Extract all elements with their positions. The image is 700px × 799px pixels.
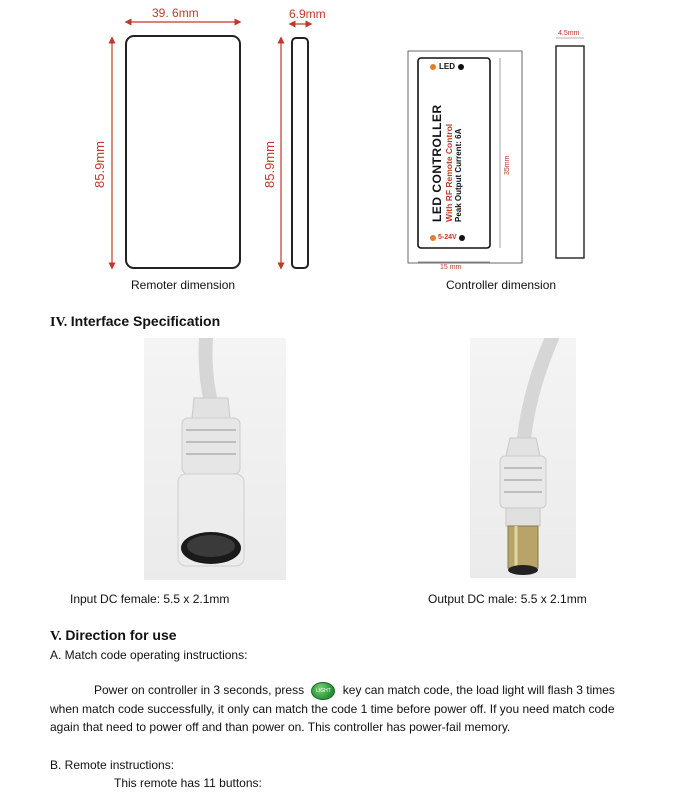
remote-button-count: This remote has 11 buttons: (114, 776, 262, 790)
remote-front-outline (126, 36, 240, 268)
dc-male-photo (470, 338, 576, 578)
controller-led-label: LED (439, 62, 455, 71)
controller-side-outline (556, 46, 584, 258)
minus-dot-icon (458, 64, 464, 70)
controller-subtitle: With RF Remote Control (444, 123, 454, 222)
para-before-button: Power on controller in 3 seconds, press (94, 683, 305, 697)
remote-side-outline (292, 38, 308, 268)
section-v-number: V. (50, 629, 62, 644)
dc-male-illustration (470, 338, 576, 578)
remote-width-label: 39. 6mm (152, 6, 199, 20)
controller-thickness-label: 4.5mm (558, 30, 580, 37)
led-dot-icon (430, 64, 436, 70)
controller-title-block (430, 104, 463, 222)
power-minus-dot-icon (459, 235, 465, 241)
dc-female-illustration (144, 338, 286, 580)
remote-caption: Remoter dimension (131, 278, 236, 292)
remote-thickness-label: 6.9mm (289, 7, 326, 21)
subheading-a: A. Match code operating instructions: (50, 648, 248, 662)
dc-female-photo (144, 338, 286, 580)
light-button-icon: LIGHT (311, 682, 335, 700)
dc-female-caption: Input DC female: 5.5 x 2.1mm (70, 592, 230, 606)
match-code-paragraph (50, 681, 662, 737)
controller-current: Peak Output Current: 6A (454, 128, 463, 222)
controller-title: LED CONTROLLER (430, 104, 444, 222)
controller-power-label: 5-24V (438, 234, 457, 241)
controller-height-label: 35mm (504, 155, 511, 175)
section-iv-title: Interface Specification (70, 313, 221, 329)
subheading-b: B. Remote instructions: (50, 758, 175, 772)
controller-power-marker (430, 234, 465, 241)
controller-width-label: 15 mm (440, 264, 462, 271)
para-after-button: key can match code, the load light will flash 3 times (342, 683, 615, 697)
section-v-title: Direction for use (65, 627, 177, 643)
paragraph-line-2: when match code successfully, it only can match the code 1 time before power off. If you need match code (50, 701, 615, 716)
paragraph-line-3: again that need to power off and than power on. This controller has power-fail memory. (50, 720, 511, 735)
section-iv-number: IV. (50, 315, 68, 330)
remote-height-label: 85.9mm (92, 141, 107, 188)
dc-male-caption: Output DC male: 5.5 x 2.1mm (428, 592, 587, 606)
section-v-heading (50, 627, 177, 645)
controller-caption: Controller dimension (446, 278, 557, 292)
remote-side-height-label: 85.9mm (262, 141, 277, 188)
controller-led-marker (430, 62, 464, 71)
power-dot-icon (430, 235, 436, 241)
section-iv-heading (50, 313, 220, 331)
paragraph-line-1 (50, 681, 662, 700)
